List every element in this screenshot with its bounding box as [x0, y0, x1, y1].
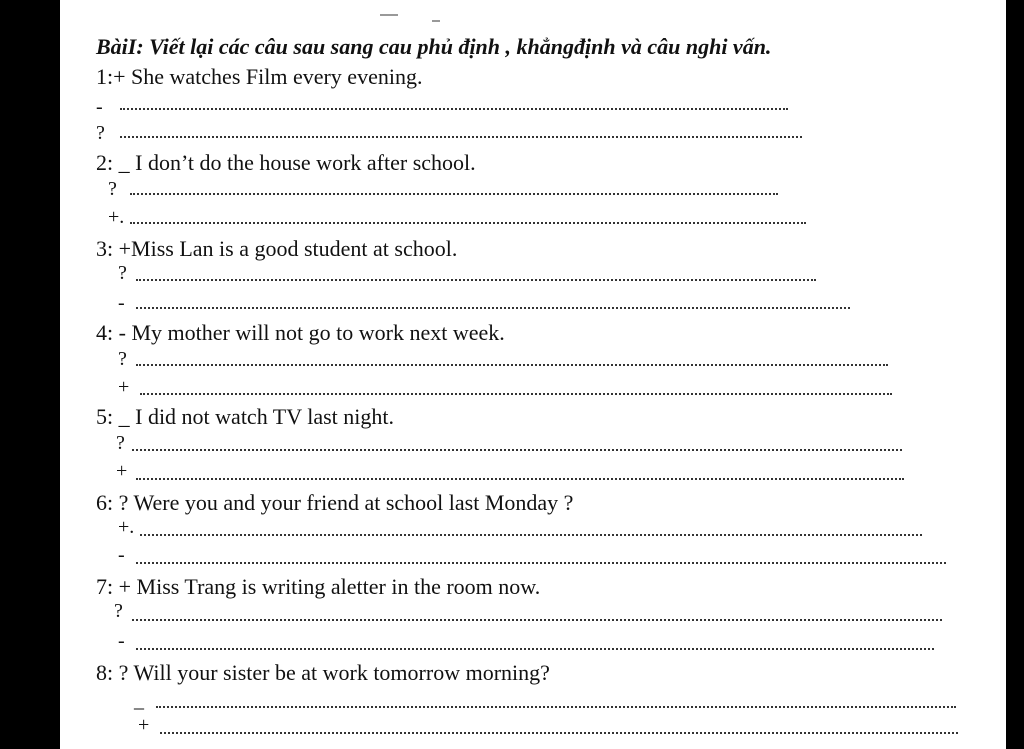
answer-2b-marker: +. — [108, 206, 125, 228]
answer-8a-marker: _ — [134, 690, 144, 712]
answer-1a-marker: - — [96, 96, 103, 118]
answer-8a-line[interactable] — [156, 706, 956, 708]
answer-6a-line[interactable] — [140, 534, 922, 536]
answer-7a-line[interactable] — [132, 619, 942, 621]
question-1: 1:+ She watches Film every evening. — [96, 64, 423, 89]
answer-5a-line[interactable] — [132, 449, 902, 451]
answer-6a-marker: +. — [118, 516, 135, 538]
answer-6b-marker: - — [118, 544, 125, 566]
answer-7b-marker: - — [118, 630, 125, 652]
answer-3b-line[interactable] — [136, 307, 850, 309]
answer-1a-line[interactable] — [120, 108, 788, 110]
answer-7a-marker: ? — [114, 600, 123, 622]
question-8: 8: ? Will your sister be at work tomorrow morning? — [96, 660, 550, 685]
answer-3a-line[interactable] — [136, 279, 816, 281]
answer-4b-marker: + — [118, 376, 130, 398]
answer-8b-line[interactable] — [160, 732, 958, 734]
answer-1b-line[interactable] — [120, 136, 802, 138]
worksheet-page — [60, 0, 1006, 749]
answer-2a-line[interactable] — [130, 193, 778, 195]
answer-1b-marker: ? — [96, 122, 105, 144]
question-3: 3: +Miss Lan is a good student at school. — [96, 236, 458, 261]
answer-4b-line[interactable] — [140, 393, 892, 395]
question-7: 7: + Miss Trang is writing aletter in the room now. — [96, 574, 541, 599]
question-2: 2: _ I don’t do the house work after school. — [96, 150, 476, 175]
answer-6b-line[interactable] — [136, 562, 946, 564]
answer-5b-line[interactable] — [136, 478, 904, 480]
answer-3a-marker: ? — [118, 262, 127, 284]
answer-7b-line[interactable] — [136, 648, 934, 650]
answer-4a-line[interactable] — [136, 364, 888, 366]
right-black-border — [1006, 0, 1024, 749]
answer-5a-marker: ? — [116, 432, 125, 454]
scan-mark — [380, 14, 398, 16]
answer-4a-marker: ? — [118, 348, 127, 370]
answer-2a-marker: ? — [108, 178, 117, 200]
answer-5b-marker: + — [116, 460, 128, 482]
left-black-border — [0, 0, 60, 749]
question-5: 5: _ I did not watch TV last night. — [96, 404, 394, 429]
scan-mark — [432, 20, 440, 22]
answer-8b-marker: + — [138, 714, 150, 736]
question-4: 4: - My mother will not go to work next week. — [96, 320, 505, 345]
question-6: 6: ? Were you and your friend at school last Monday ? — [96, 490, 574, 515]
answer-3b-marker: - — [118, 292, 125, 314]
answer-2b-line[interactable] — [130, 222, 806, 224]
exercise-title: BàiI: Viết lại các câu sau sang cau phủ định , khẳngđịnh và câu nghi vấn. — [96, 34, 772, 59]
